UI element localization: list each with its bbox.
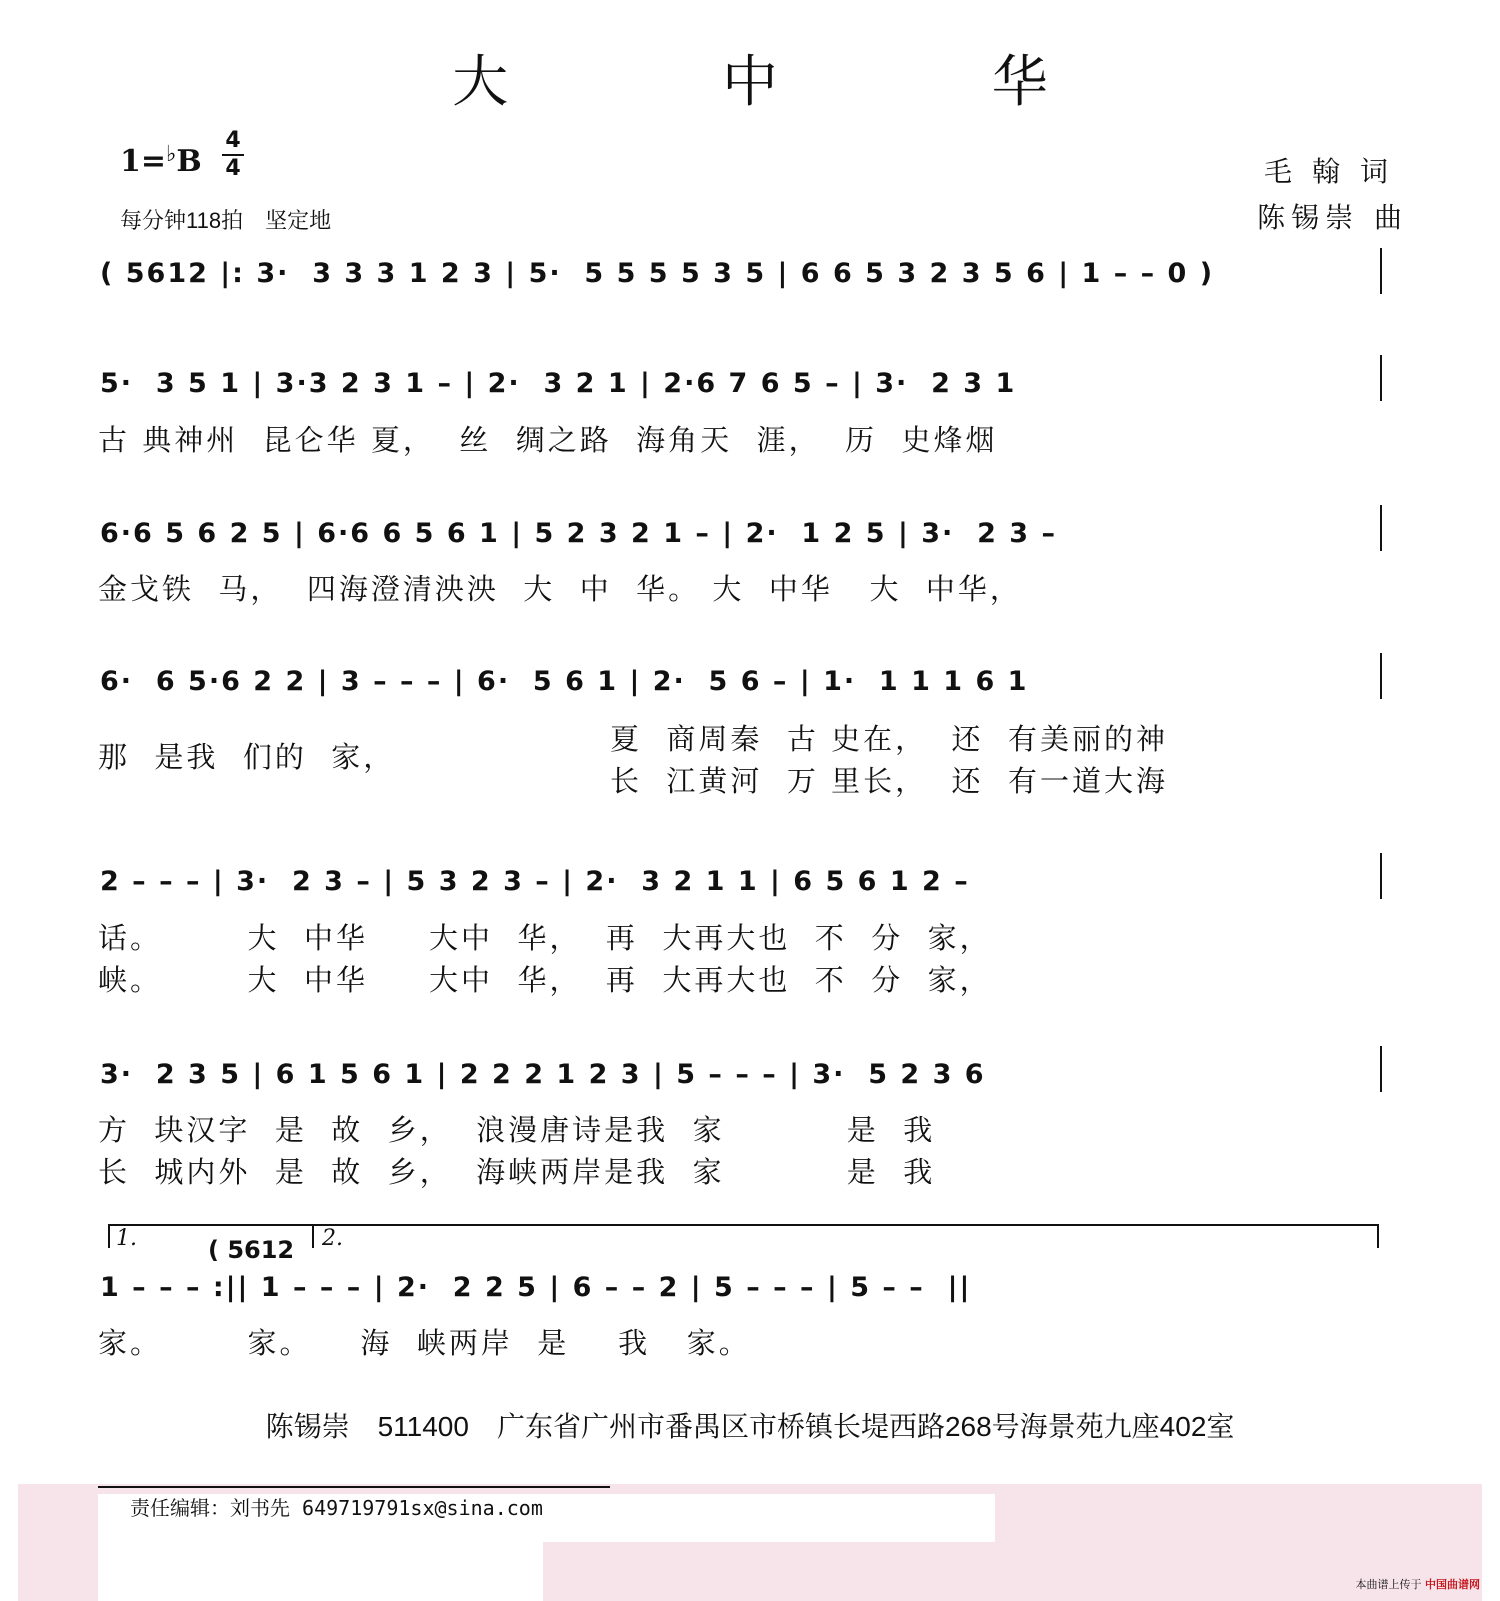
notes-line-3: 6·6 5 6 2 5 | 6·6 6 5 6 1 | 5 2 3 2 1 – | 2· 1 2 5 | 3· 2 3 – xyxy=(100,518,1057,549)
editor-credit: 责任编辑：刘书先 649719791sx@sina.com xyxy=(130,1496,543,1520)
footer-white-panel-lower xyxy=(98,1542,543,1601)
volta-second-ending: 2. xyxy=(322,1226,343,1251)
lyrics-line-4a: 那 是我 们的 家， xyxy=(98,740,396,774)
meter-bottom: 4 xyxy=(225,156,241,181)
watermark-text: 本曲谱上传于 xyxy=(1355,1578,1422,1591)
tempo-marking: 每分钟118拍 坚定地 xyxy=(120,208,332,233)
key-prefix: 1= xyxy=(120,144,167,179)
lyrics-line-3: 金戈铁 马， 四海澄清泱泱 大 中 华。 大 中华 大 中华， xyxy=(98,572,1022,606)
lyrics-line-2: 古 典神州 昆仑华 夏， 丝 绸之路 海角天 涯， 历 史烽烟 xyxy=(98,423,998,457)
meter-top: 4 xyxy=(225,128,241,153)
composer-address: 陈锡崇 511400 广东省广州市番禺区市桥镇长堤西路268号海景苑九座402室 xyxy=(265,1411,1235,1442)
volta-first-ending: 1. xyxy=(116,1226,137,1251)
barline xyxy=(1380,355,1382,401)
lyrics-line-5a: 话。 大 中华 大中 华， 再 大再大也 不 分 家， xyxy=(98,921,992,955)
watermark-brand: 中国曲谱网 xyxy=(1425,1578,1480,1591)
lyricist-credit: 毛翰词 xyxy=(1263,155,1408,188)
time-signature xyxy=(220,128,246,182)
score-title: 大 中 华 xyxy=(452,50,1146,115)
key-signature xyxy=(120,142,202,179)
key-note: B xyxy=(176,144,202,179)
volta-pickup-notes: ( 5612 xyxy=(208,1236,295,1264)
lyrics-line-7: 家。 家。 海 峡两岸 是 我 家。 xyxy=(98,1326,751,1360)
lyrics-line-6b: 长 城内外 是 故 乡， 海峡两岸是我 家 是 我 xyxy=(98,1155,936,1189)
notes-line-7: 1 – – – :|| 1 – – – | 2· 2 2 5 | 6 – – 2 | 5 – – – | 5 – – || xyxy=(100,1272,972,1303)
lyrics-line-4b: 夏 商周秦 古 史在， 还 有美丽的神 xyxy=(610,722,1168,756)
notes-line-6: 3· 2 3 5 | 6 1 5 6 1 | 2 2 2 1 2 3 | 5 – – – | 3· 5 2 3 6 xyxy=(100,1059,986,1090)
volta-bracket-line xyxy=(108,1224,1378,1226)
notes-line-4: 6· 6 5·6 2 2 | 3 – – – | 6· 5 6 1 | 2· 5 6 – | 1· 1 1 1 6 1 xyxy=(100,666,1029,697)
site-watermark xyxy=(1356,1576,1481,1592)
composer-credit: 陈锡崇 曲 xyxy=(1257,201,1408,234)
notes-line-1: ( 5612 |: 3· 3 3 3 1 2 3 | 5· 5 5 5 5 3 5 | 6 6 5 3 2 3 5 6 | 1 – – 0 ) xyxy=(100,258,1215,289)
lyrics-line-5b: 峡。 大 中华 大中 华， 再 大再大也 不 分 家， xyxy=(98,963,992,997)
flat-symbol: ♭ xyxy=(166,142,177,167)
lyrics-line-6a: 方 块汉字 是 故 乡， 浪漫唐诗是我 家 是 我 xyxy=(98,1113,936,1147)
barline xyxy=(1380,1046,1382,1092)
barline xyxy=(1380,505,1382,551)
footer-rule xyxy=(98,1486,610,1488)
notes-line-5: 2 – – – | 3· 2 3 – | 5 3 2 3 – | 2· 3 2 1 1 | 6 5 6 1 2 – xyxy=(100,866,970,897)
barline xyxy=(1380,853,1382,899)
volta-bracket-right xyxy=(1377,1224,1379,1248)
volta-bracket-left xyxy=(108,1224,110,1248)
volta-bracket-mid xyxy=(312,1224,314,1248)
barline xyxy=(1380,653,1382,699)
lyrics-line-4c: 长 江黄河 万 里长， 还 有一道大海 xyxy=(610,764,1168,798)
barline xyxy=(1380,248,1382,294)
notes-line-2: 5· 3 5 1 | 3·3 2 3 1 – | 2· 3 2 1 | 2·6 7 6 5 – | 3· 2 3 1 xyxy=(100,368,1017,399)
